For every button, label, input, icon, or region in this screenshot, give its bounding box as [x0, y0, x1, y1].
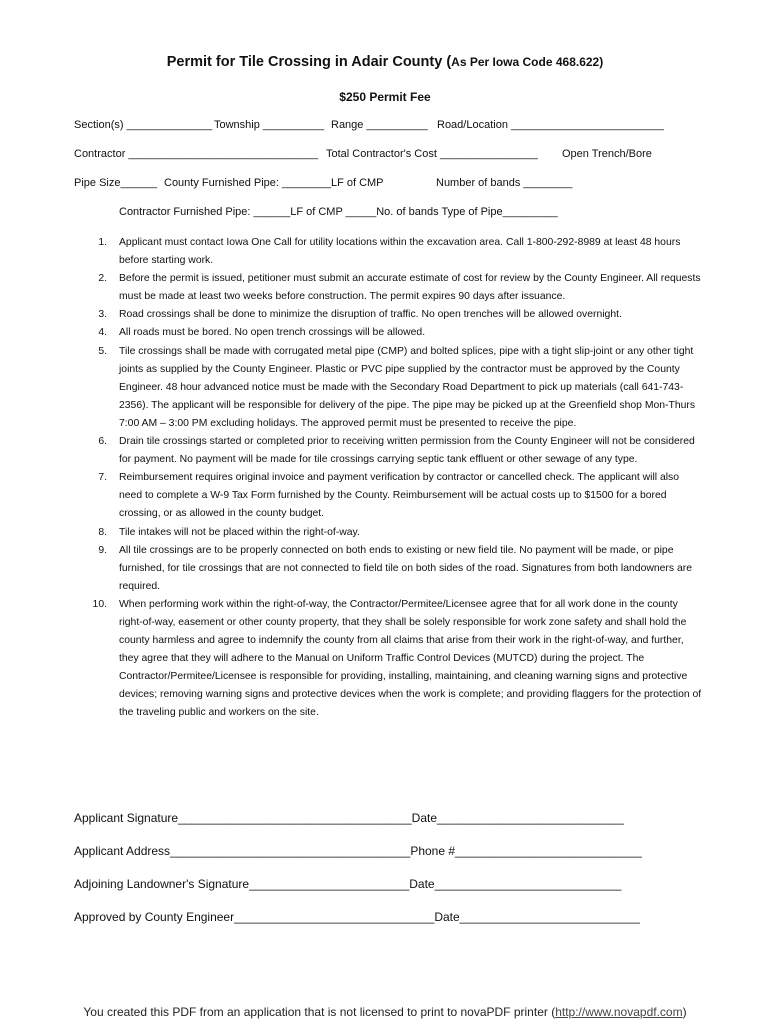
list-number: 1. [98, 237, 107, 248]
list-number: 4. [98, 327, 107, 339]
pipe-size-field[interactable]: Pipe Size______ [74, 177, 158, 189]
watermark-close: ) [682, 1005, 687, 1019]
applicant-signature-field[interactable]: Applicant Signature___________________________________Date____________________________ [74, 811, 624, 825]
county-engineer-approval-field[interactable]: Approved by County Engineer______________________________Date___________________________ [74, 910, 640, 924]
contractor-pipe-field[interactable]: Contractor Furnished Pipe: ______LF of CMP _____No. of bands Type of Pipe_________ [119, 206, 558, 218]
novapdf-watermark [0, 1005, 770, 1019]
list-text: All tile crossings are to be properly connected on both ends to existing or new field tile. No payment will be made, or pipe furnished, for tile crossings that are not connected to field tile on both sides of the road. Signatures from both landowners are required. [119, 544, 692, 592]
list-item [74, 234, 704, 270]
number-of-bands-field[interactable]: Number of bands ________ [436, 177, 573, 189]
list-number: 9. [98, 544, 107, 556]
list-text: Tile intakes will not be placed within the right-of-way. [119, 526, 360, 538]
open-trench-bore-option[interactable]: Open Trench/Bore [562, 148, 652, 160]
list-number: 3. [98, 309, 107, 321]
total-cost-field[interactable]: Total Contractor's Cost ________________ [326, 148, 538, 160]
list-text: Tile crossings shall be made with corrugated metal pipe (CMP) and bolted splices, pipe with a tight slip-joint or any other tight joints as supplied by the County Engineer. Plastic or PVC pipe supplied by the contractor must be approved by the County Engineer. 48 hour advanced notice must be made with the Secondary Road Department to pick up materials (call 641-743-2356). The applicant will be responsible for delivery of the pipe. The pipe may be picked up at the Greenfield shop Mon-Thurs 7:00 AM – 3:00 PM excluding holidays. The approved permit must be presented to receive the pipe. [119, 345, 696, 429]
watermark-text: You created this PDF from an application that is not licensed to print to novaPDF printer ( [83, 1005, 556, 1019]
list-text: Applicant must contact Iowa One Call for utility locations within the excavation area. Call 1-800-292-8989 at least 48 hours before starting work. [119, 237, 681, 267]
permit-conditions-list [74, 234, 704, 723]
range-field[interactable]: Range __________ [331, 119, 428, 131]
list-text: Road crossings shall be done to minimize the disruption of traffic. No open trenches will be allowed overnight. [119, 309, 622, 321]
list-item [74, 542, 704, 596]
title-main: Permit for Tile Crossing in Adair County ( [166, 54, 452, 70]
page-title [0, 54, 770, 70]
list-item [74, 524, 704, 542]
iowa-code-reference: As Per Iowa Code 468.622) [451, 55, 604, 69]
list-text: When performing work within the right-of-way, the Contractor/Permitee/Licensee agree that for all work done in the county right-of-way, easement or other county property, that they shall be solely responsible for work zone safety and shall hold the county harmless and agree to indemnify the county from all claims that arise from their work in the right-of-way, and further, they agree that they will adhere to the Manual on Uniform Traffic Control Devices (MUTCD) during the project. The Contractor/Permitee/Licensee is responsible for providing, installing, maintaining, and cleaning warning signs and protective devices; removing warning signs and protective devices when the work is complete; and providing flaggers for the protection of the traveling public and workers on the site. [119, 598, 702, 719]
novapdf-link[interactable]: http://www.novapdf.com [555, 1005, 683, 1019]
list-number: 7. [98, 472, 107, 484]
permit-fee: $250 Permit Fee [339, 90, 431, 104]
list-number: 8. [98, 526, 107, 538]
list-item [74, 596, 704, 723]
list-item [74, 270, 704, 306]
list-item [74, 324, 704, 342]
list-number: 5. [98, 345, 107, 357]
list-item [74, 306, 704, 324]
list-text: Reimbursement requires original invoice and payment verification by contractor or cancelled check. The applicant will also need to complete a W-9 Tax Form furnished by the County. Reimbursement will be actual costs up to $1500 for a bored crossing, or as allowed in the county budget. [119, 472, 680, 520]
list-number: 10. [92, 598, 107, 610]
road-location-field[interactable]: Road/Location _________________________ [437, 119, 664, 131]
list-text: Before the permit is issued, petitioner must submit an accurate estimate of cost for review by the County Engineer. All requests must be made at least two weeks before construction. The permit expires 90 days after issuance. [119, 273, 701, 303]
applicant-address-field[interactable]: Applicant Address____________________________________Phone #____________________________ [74, 844, 642, 858]
list-text: All roads must be bored. No open trench crossings will be allowed. [119, 327, 426, 339]
list-number: 6. [98, 436, 107, 448]
township-field[interactable]: Township __________ [214, 119, 325, 131]
county-pipe-field[interactable]: County Furnished Pipe: ________LF of CMP [164, 177, 384, 189]
sections-field[interactable]: Section(s) ______________ [74, 119, 213, 131]
landowner-signature-field[interactable]: Adjoining Landowner's Signature________________________Date____________________________ [74, 877, 622, 891]
contractor-field[interactable]: Contractor _______________________________ [74, 148, 319, 160]
list-item [74, 469, 704, 523]
list-item [74, 343, 704, 433]
list-item [74, 433, 704, 469]
list-number: 2. [98, 273, 107, 285]
list-text: Drain tile crossings started or completed prior to receiving written permission from the County Engineer will not be considered for payment. No payment will be made for tile crossings carrying septic tank effluent or other sewage of any type. [119, 436, 695, 466]
